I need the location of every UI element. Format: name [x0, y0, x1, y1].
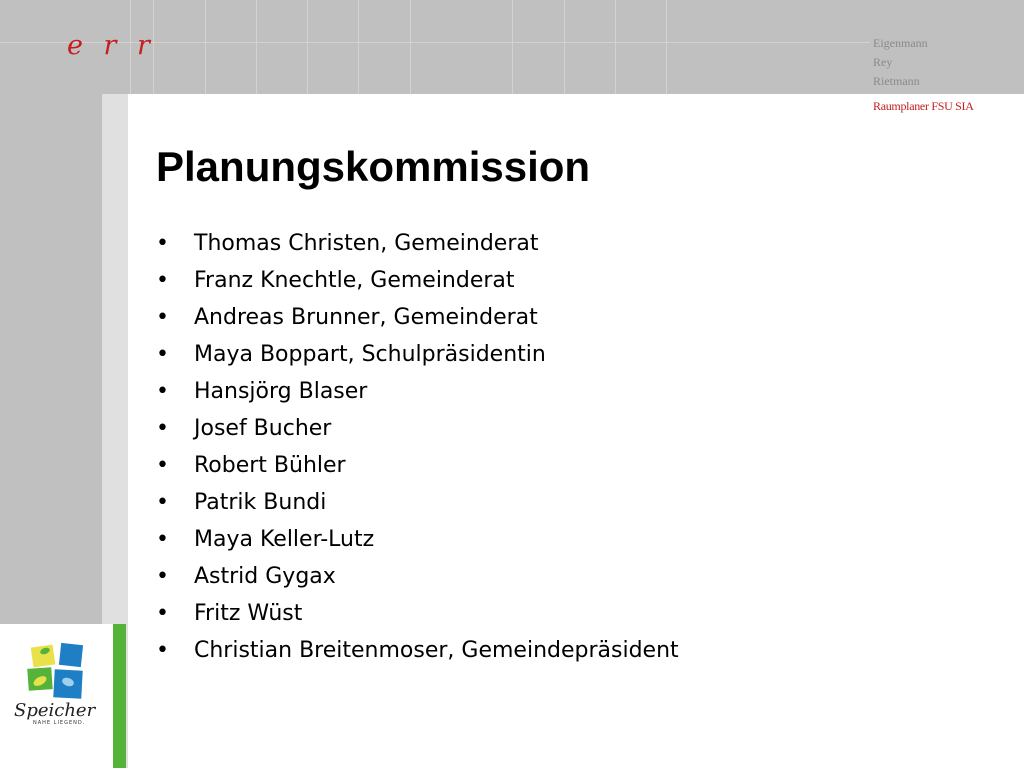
list-item	[156, 374, 679, 411]
firm-names	[873, 34, 928, 91]
page-title: Planungskommission	[156, 143, 591, 190]
member-name: Andreas Brunner, Gemeinderat	[194, 305, 538, 330]
member-name: Maya Boppart, Schulpräsidentin	[194, 342, 546, 367]
bullet-icon: •	[156, 453, 169, 478]
err-logo: e r r	[67, 30, 156, 61]
bullet-icon: •	[156, 268, 169, 293]
firm-name-1: Eigenmann	[873, 36, 928, 50]
member-name: Fritz Wüst	[194, 601, 303, 626]
list-item	[156, 559, 679, 596]
bullet-icon: •	[156, 416, 169, 441]
speicher-logo	[0, 624, 126, 768]
bullet-icon: •	[156, 527, 169, 552]
list-item	[156, 226, 679, 263]
member-name: Christian Breitenmoser, Gemeindepräsident	[194, 638, 679, 663]
bullet-icon: •	[156, 342, 169, 367]
list-item	[156, 411, 679, 448]
firm-name-3: Rietmann	[873, 74, 920, 88]
speicher-logo-text: Speicher	[14, 700, 96, 721]
list-item	[156, 485, 679, 522]
list-item	[156, 633, 679, 670]
list-item	[156, 448, 679, 485]
bullet-icon: •	[156, 305, 169, 330]
member-name: Franz Knechtle, Gemeinderat	[194, 268, 515, 293]
member-list	[156, 226, 679, 670]
list-item	[156, 337, 679, 374]
member-name: Patrik Bundi	[194, 490, 327, 515]
firm-tagline: Raumplaner FSU SIA	[873, 99, 974, 113]
list-item	[156, 522, 679, 559]
member-name: Josef Bucher	[194, 416, 332, 441]
speicher-logo-subtitle: NAHE LIEGEND.	[33, 720, 86, 726]
member-name: Maya Keller-Lutz	[194, 527, 375, 552]
member-name: Thomas Christen, Gemeinderat	[194, 231, 539, 256]
bullet-icon: •	[156, 379, 169, 404]
member-name: Astrid Gygax	[194, 564, 336, 589]
bullet-icon: •	[156, 490, 169, 515]
bullet-icon: •	[156, 564, 169, 589]
list-item	[156, 596, 679, 633]
bullet-icon: •	[156, 601, 169, 626]
member-name: Robert Bühler	[194, 453, 346, 478]
member-name: Hansjörg Blaser	[194, 379, 368, 404]
bullet-icon: •	[156, 231, 169, 256]
list-item	[156, 263, 679, 300]
list-item	[156, 300, 679, 337]
bullet-icon: •	[156, 638, 169, 663]
firm-name-2: Rey	[873, 55, 893, 69]
